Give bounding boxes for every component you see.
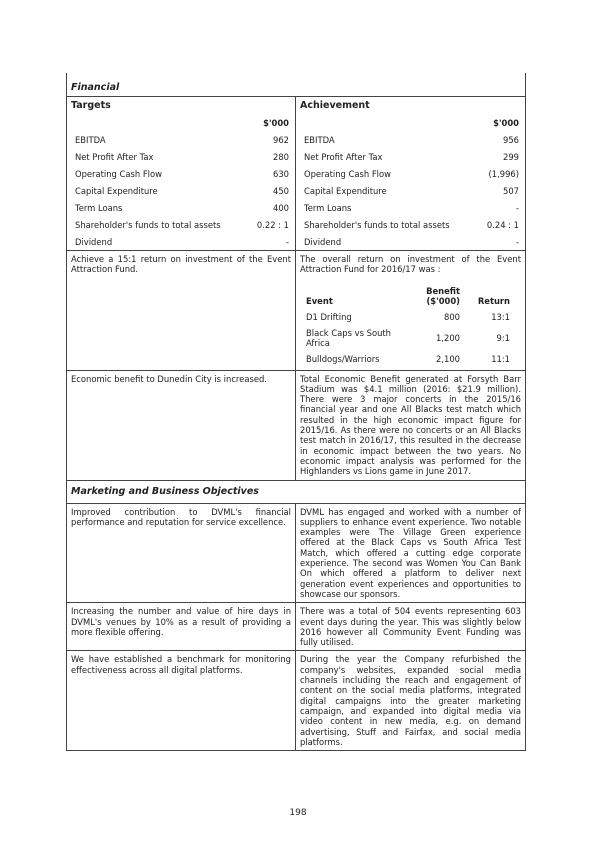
table-row bbox=[296, 233, 525, 250]
event-name: Bulldogs/Warriors bbox=[306, 353, 380, 364]
roi-achievement-text: The overall return on investment of the Event Attraction Fund for 2016/17 was : bbox=[300, 254, 521, 275]
achievement-label: Net Profit After Tax bbox=[304, 151, 383, 162]
achievement-header: Achievement bbox=[300, 100, 370, 111]
financial-section-title: Financial bbox=[71, 82, 120, 93]
table-row bbox=[67, 148, 295, 165]
economic-benefit-row bbox=[67, 371, 525, 481]
table-row bbox=[296, 182, 525, 199]
marketing-target-text: Improved contribution to DVML's financial performance and reputation for service excellence. bbox=[67, 504, 296, 603]
table-row bbox=[296, 131, 525, 148]
target-label: Operating Cash Flow bbox=[75, 168, 162, 179]
event-benefit: 800 bbox=[444, 311, 460, 322]
marketing-row bbox=[67, 651, 525, 751]
table-row bbox=[67, 233, 295, 250]
table-row bbox=[304, 308, 516, 326]
targets-table bbox=[67, 114, 295, 250]
table-row bbox=[304, 350, 516, 368]
achievement-value: 956 bbox=[503, 134, 519, 145]
event-benefit: 1,200 bbox=[436, 332, 460, 343]
event-return: 11:1 bbox=[491, 353, 510, 364]
marketing-achievement-text: During the year the Company refurbished the company's websites, expanded social media channels including the reach and engagement of content on the social media platforms, integrated digital campaigns into the greater marketing campaign, and expanded into digital media via video content in new media, e.g. on demand advertising, Stuff and Fairfax, and social media platforms. bbox=[300, 654, 521, 747]
table-row bbox=[67, 165, 295, 182]
marketing-section-title: Marketing and Business Objectives bbox=[71, 485, 259, 497]
target-value: 280 bbox=[273, 151, 289, 162]
event-benefit: 2,100 bbox=[436, 353, 460, 364]
marketing-target-text: We have established a benchmark for monitoring effectiveness across all digital platforms. bbox=[67, 651, 296, 750]
table-row bbox=[67, 131, 295, 148]
table-row bbox=[67, 216, 295, 233]
targets-cell bbox=[67, 97, 296, 250]
target-value: 400 bbox=[273, 202, 289, 213]
table-row bbox=[296, 216, 525, 233]
target-value: 962 bbox=[273, 134, 289, 145]
table-row bbox=[67, 182, 295, 199]
event-return-table bbox=[304, 284, 516, 368]
target-label: Shareholder's funds to total assets bbox=[75, 219, 221, 230]
achievement-unit-label: $'000 bbox=[493, 117, 519, 128]
financial-section-header bbox=[67, 78, 525, 97]
achievement-value: - bbox=[515, 202, 519, 213]
target-label: EBITDA bbox=[75, 134, 106, 145]
target-label: Capital Expenditure bbox=[75, 185, 158, 196]
target-label: Net Profit After Tax bbox=[75, 151, 154, 162]
target-value: 630 bbox=[273, 168, 289, 179]
marketing-row bbox=[67, 504, 525, 604]
marketing-row bbox=[67, 603, 525, 651]
table-row bbox=[296, 199, 525, 216]
event-return: 9:1 bbox=[496, 332, 510, 343]
marketing-section-header bbox=[67, 481, 525, 504]
marketing-target-text: Increasing the number and value of hire days in DVML's venues by 10% as a result of providing a more flexible offering. bbox=[67, 603, 296, 650]
achievement-label: Term Loans bbox=[304, 202, 352, 213]
achievement-label: Shareholder's funds to total assets bbox=[304, 219, 450, 230]
event-name: D1 Drifting bbox=[306, 311, 352, 322]
event-return: 13:1 bbox=[491, 311, 510, 322]
target-value: - bbox=[285, 236, 289, 247]
econ-target-text: Economic benefit to Dunedin City is increased. bbox=[67, 371, 296, 480]
target-value: 0.22 : 1 bbox=[256, 219, 289, 230]
return-column-header: Return bbox=[477, 295, 510, 306]
roi-achievement-cell bbox=[296, 251, 525, 370]
roi-row bbox=[67, 251, 525, 371]
achievement-label: Dividend bbox=[304, 236, 342, 247]
achievement-label: EBITDA bbox=[304, 134, 335, 145]
achievement-cell bbox=[296, 97, 525, 250]
event-name: Black Caps vs South Africa bbox=[306, 327, 391, 348]
target-label: Dividend bbox=[75, 236, 113, 247]
benefit-column-header: Benefit ($'000) bbox=[426, 285, 460, 306]
financial-figures-row bbox=[67, 97, 525, 251]
target-label: Term Loans bbox=[75, 202, 123, 213]
table-row bbox=[296, 165, 525, 182]
achievement-label: Operating Cash Flow bbox=[304, 168, 391, 179]
table-row bbox=[67, 199, 295, 216]
achievement-value: 299 bbox=[503, 151, 519, 162]
achievement-table bbox=[296, 114, 525, 250]
achievement-label: Capital Expenditure bbox=[304, 185, 387, 196]
targets-unit-label: $'000 bbox=[263, 117, 289, 128]
table-row bbox=[304, 326, 516, 350]
page-number: 198 bbox=[289, 808, 307, 818]
event-column-header: Event bbox=[306, 295, 333, 306]
econ-achievement-text: Total Economic Benefit generated at Forsyth Barr Stadium was $4.1 million (2016: $21.9 million). There were 3 major concerts in the 2015/16 financial year and one All Blacks test match which resulted in the high economic impact figure for 2015/16. As there were no concerts or an All Blacks test match in 2016/17, this resulted in the decrease in economic impact between the two years. No economic impact analysis was performed for the Highlanders vs Lions game in June 2017. bbox=[300, 373, 521, 477]
target-value: 450 bbox=[273, 185, 289, 196]
objectives-table bbox=[66, 78, 526, 751]
achievement-value: 0.24 : 1 bbox=[486, 219, 519, 230]
marketing-achievement-text: There was a total of 504 events representing 603 event days during the year. This was slightly below 2016 however all Community Event Funding was fully utilised. bbox=[300, 606, 521, 648]
achievement-value: - bbox=[515, 236, 519, 247]
table-row bbox=[296, 148, 525, 165]
achievement-value: (1,996) bbox=[488, 168, 519, 179]
marketing-achievement-text: DVML has engaged and worked with a number of suppliers to enhance event experience. Two notable examples were The Village Green experience offered at the Black Caps vs South Africa Test Match, which offered a cutting edge corporate experience. The second was Women You Can Bank On which offered a platform to deliver next generation event experiences and opportunities to showcase our sponsors. bbox=[300, 506, 521, 599]
targets-header: Targets bbox=[71, 100, 111, 111]
roi-target-text: Achieve a 15:1 return on investment of the Event Attraction Fund. bbox=[67, 251, 296, 370]
achievement-value: 507 bbox=[503, 185, 519, 196]
